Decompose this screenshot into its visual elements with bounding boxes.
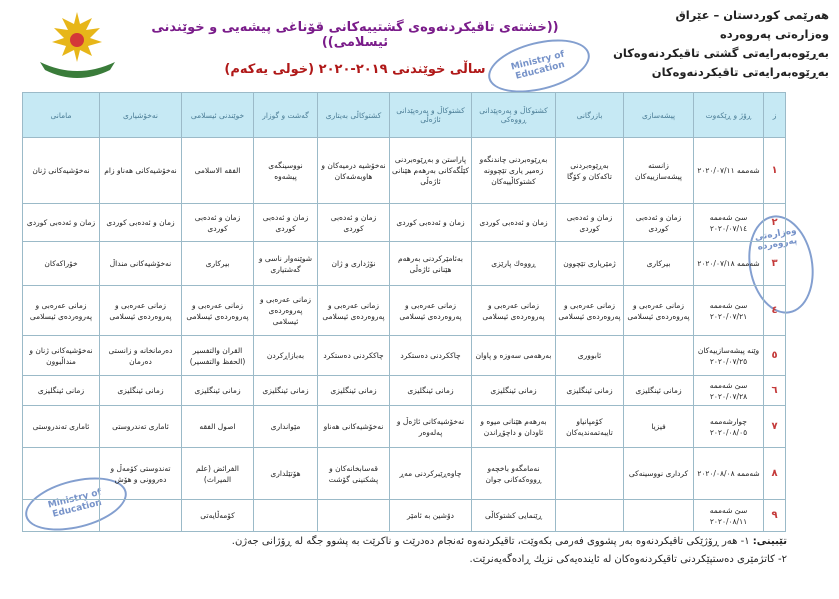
subject-cell: كۆمەڵایەتی	[182, 500, 254, 532]
subject-cell: فیزیا	[624, 406, 694, 448]
subject-cell: زمان و ئەدەبی كوردی	[182, 204, 254, 242]
column-header: بازرگانی	[556, 93, 624, 138]
table-row	[23, 406, 786, 448]
subject-cell: ڕێنمایی كشتوكاڵی	[472, 500, 556, 532]
row-number: ٣	[764, 242, 786, 286]
subject-cell: زمان و ئەدەبی كوردی	[100, 204, 182, 242]
subject-cell: چاككردنی دەستكرد	[390, 336, 472, 376]
table-row	[23, 204, 786, 242]
header-line: بەڕێوەبەرایەتی تاقیكردنەوەكان	[651, 65, 829, 79]
row-number: ٧	[764, 406, 786, 448]
subject-cell	[556, 448, 624, 500]
subject-cell: اصول الفقه	[182, 406, 254, 448]
subject-cell: زمانی عەرەبی و پەروەردەی ئیسلامی	[390, 286, 472, 336]
subject-cell: زمانی عەرەبی و پەروەردەی ئیسلامی	[556, 286, 624, 336]
table-row	[23, 336, 786, 376]
row-number: ٢	[764, 204, 786, 242]
column-header: ڕۆژ و ڕێكەوت	[694, 93, 764, 138]
page-title: ((خشتەی تاقیكردنەوەی گشتییەكانی قۆناغی پیشەیی و خوێندنی ئیسلامی))	[151, 20, 559, 50]
exam-date: سێ شەممە ٢٠٢٠/٠٧/٢٨	[694, 376, 764, 406]
stamp-text: Ministry of Education	[510, 49, 566, 82]
stamp-text: وەزارەتی پەروەردە	[754, 225, 799, 253]
notes-section	[12, 533, 787, 569]
subject-cell: الفرائض (علم المیراث)	[182, 448, 254, 500]
subject-cell: نەمامگەو باخچەو ڕووەكەكانی جوان	[472, 448, 556, 500]
subject-cell: ئاماری تەندروستی	[100, 406, 182, 448]
subject-cell: زمان و ئەدەبی كوردی	[556, 204, 624, 242]
subject-cell: چاككردنی دەستكرد	[318, 336, 390, 376]
subject-cell: بەئامێركردنی بەرهەم هێنانی ئاژەڵی	[390, 242, 472, 286]
subject-cell: زمانی ئینگلیزی	[390, 376, 472, 406]
exam-date: وێنە پیشەسازییەكان ٢٠٢٠/٠٧/٢٥	[694, 336, 764, 376]
subject-cell: تەندوستی كۆمەڵ و دەروونی و هۆش	[100, 448, 182, 500]
column-header: پیشەسازی	[624, 93, 694, 138]
subject-cell: هۆتێلداری	[254, 448, 318, 500]
subject-cell: ئابووری	[556, 336, 624, 376]
subject-cell	[556, 500, 624, 532]
subject-cell: دەرمانخانە و زانستی دەرمان	[100, 336, 182, 376]
subject-cell	[624, 336, 694, 376]
subject-cell: زمانی عەرەبی و پەروەردەی ئیسلامی	[624, 286, 694, 336]
table-row	[23, 448, 786, 500]
subject-cell: دۆشین بە ئامێر	[390, 500, 472, 532]
subject-cell: نەخۆشیەكانی هەناو	[318, 406, 390, 448]
subject-cell: القران والتفسیر (الحفظ والتفسیر)	[182, 336, 254, 376]
subject-cell: خۆراكەكان	[23, 242, 100, 286]
subject-cell: زمانی عەرەبی و پەروەردەی ئیسلامی	[254, 286, 318, 336]
subject-cell: بەڕێوەبردنی تاكەكان و كۆگا	[556, 138, 624, 204]
subject-cell: نەخۆشیەكانی ژنان و منداڵبوون	[23, 336, 100, 376]
subject-cell	[23, 448, 100, 500]
subject-cell: پاراستن و بەڕێوەبردنی كێڵگەكانی بەرهەم هێنانی ئاژەڵی	[390, 138, 472, 204]
subject-cell: زمانی عەرەبی و پەروەردەی ئیسلامی	[182, 286, 254, 336]
subject-cell: مێوانداری	[254, 406, 318, 448]
page-subtitle: ساڵی خوێندنی ٢٠١٩-٢٠٢٠ (خولی یەكەم)	[224, 62, 486, 77]
subject-cell: زمان و ئەدەبی كوردی	[624, 204, 694, 242]
subject-cell: نۆژداری و ژان	[318, 242, 390, 286]
note-line	[12, 533, 787, 551]
stamp-text: Ministry of Education	[47, 487, 103, 520]
subject-cell: ژمێریاری تێچوون	[556, 242, 624, 286]
subject-cell: زمانی عەرەبی و پەروەردەی ئیسلامی	[23, 286, 100, 336]
exam-schedule-table	[22, 92, 786, 532]
kurdistan-emblem-logo	[30, 6, 125, 78]
subject-cell: زمان و ئەدەبی كوردی	[472, 204, 556, 242]
subject-cell: قەسابخانەكان و پشكنینی گۆشت	[318, 448, 390, 500]
row-number: ٤	[764, 286, 786, 336]
table-row	[23, 376, 786, 406]
subject-cell: چاوەڕێبركردنی مەڕ	[390, 448, 472, 500]
subject-cell: بەرهەم هێنانی میوە و ئاودان و داچۆڕاندن	[472, 406, 556, 448]
row-number: ٩	[764, 500, 786, 532]
subject-cell: زمانی ئینگلیزی	[472, 376, 556, 406]
subject-cell	[318, 500, 390, 532]
column-header: كشتوكاڵی بەیتاری	[318, 93, 390, 138]
subject-cell	[624, 500, 694, 532]
row-number: ١	[764, 138, 786, 204]
row-number: ٦	[764, 376, 786, 406]
subject-cell: بیركاری	[624, 242, 694, 286]
subject-cell: ئاماری تەندروستی	[23, 406, 100, 448]
subject-cell: زمانی ئینگلیزی	[100, 376, 182, 406]
table-header-row	[23, 93, 786, 138]
exam-date: شەممە ٢٠٢٠/٠٧/١١	[694, 138, 764, 204]
note-text: ١- هەر ڕۆژێكی تاقیكردنەوە بەر پشووی فەرمی بكەوێت، تاقیكردنەوە ئەنجام دەدرێت و ناكرێت بە پشوو جگە لە ڕۆژانی جەژن.	[231, 536, 750, 547]
table-row	[23, 138, 786, 204]
subject-cell: زمان و ئەدەبی كوردی	[23, 204, 100, 242]
subject-cell: كرداری نووسینەكی	[624, 448, 694, 500]
exam-date: چوارشەممە ٢٠٢٠/٠٨/٠٥	[694, 406, 764, 448]
subject-cell: نەخۆشیە درمیەكان و هاوبەشەكان	[318, 138, 390, 204]
subject-cell	[23, 500, 100, 532]
row-number: ٨	[764, 448, 786, 500]
subject-cell: زمانی ئینگلیزی	[23, 376, 100, 406]
subject-cell: زمانی ئینگلیزی	[624, 376, 694, 406]
subject-cell: بەرهەمی سەوزە و پاوان	[472, 336, 556, 376]
column-header: ز	[764, 93, 786, 138]
column-header: كشتوكاڵ و پەرەپێدانی ئاژەڵی	[390, 93, 472, 138]
subject-cell: بەڕێوەبردنی چاندنگەو زەمیر یاری تێچوونە كشتوكاڵییەكان	[472, 138, 556, 204]
note-line	[12, 551, 787, 569]
subject-cell: زمانی ئینگلیزی	[318, 376, 390, 406]
subject-cell: كۆمپانیاو تایبەتمەندیەكان	[556, 406, 624, 448]
exam-date: سێ شەممە ٢٠٢٠/٠٨/١١	[694, 500, 764, 532]
column-header: نەخۆشیاری	[100, 93, 182, 138]
exam-date: شەممە ٢٠٢٠/٠٨/٠٨	[694, 448, 764, 500]
subject-cell: زمان و ئەدەبی كوردی	[254, 204, 318, 242]
subject-cell: ڕووەك پارێزی	[472, 242, 556, 286]
notes-label: تێبینی:	[752, 536, 787, 547]
subject-cell: زمانی عەرەبی و پەروەردەی ئیسلامی	[318, 286, 390, 336]
subject-cell: بەبازاڕكردن	[254, 336, 318, 376]
column-header: خوێندنی ئیسلامی	[182, 93, 254, 138]
exam-date: شەممە ٢٠٢٠/٠٧/١٨	[694, 242, 764, 286]
subject-cell	[254, 500, 318, 532]
subject-cell: زمانی ئینگلیزی	[182, 376, 254, 406]
subject-cell: زمانی عەرەبی و پەروەردەی ئیسلامی	[472, 286, 556, 336]
subject-cell: نووسینگەی پیشەوە	[254, 138, 318, 204]
table-row	[23, 500, 786, 532]
exam-date: سێ شەممە ٢٠٢٠/٠٧/١٤	[694, 204, 764, 242]
subject-cell: شوێنەوار ناسی و گەشتیاری	[254, 242, 318, 286]
header-line: وەزارەتی پەروەردە	[719, 27, 829, 41]
table-body	[23, 138, 786, 532]
row-number: ٥	[764, 336, 786, 376]
subject-cell: زمانی عەرەبی و پەروەردەی ئیسلامی	[100, 286, 182, 336]
subject-cell: زمان و ئەدەبی كوردی	[318, 204, 390, 242]
subject-cell: زمانی ئینگلیزی	[254, 376, 318, 406]
column-header: كشتوكاڵ و پەرەپێدانی ڕووەكی	[472, 93, 556, 138]
subject-cell: نەخۆشیەكانی هەناو زام	[100, 138, 182, 204]
subject-cell: الفقه الاسلامی	[182, 138, 254, 204]
table-row	[23, 286, 786, 336]
subject-cell: زمانی ئینگلیزی	[556, 376, 624, 406]
subject-cell: نەخۆشیەكانی ئاژەڵ و پەلەوەر	[390, 406, 472, 448]
subject-cell: زمان و ئەدەبی كوردی	[390, 204, 472, 242]
header-line: بەڕێوەبەرایەتی گشتی تاقیكردنەوەكان	[613, 46, 829, 60]
header-line: هەرێمی كوردستان – عێراق	[675, 8, 829, 22]
table-row	[23, 242, 786, 286]
subject-cell: زانستە پیشەسازییەكان	[624, 138, 694, 204]
subject-cell	[100, 500, 182, 532]
ministry-header	[613, 6, 829, 82]
column-header: مامانی	[23, 93, 100, 138]
subject-cell: بیركاری	[182, 242, 254, 286]
subject-cell: نەخۆشیەكانی منداڵ	[100, 242, 182, 286]
exam-date: سێ شەممە ٢٠٢٠/٠٧/٢١	[694, 286, 764, 336]
subject-cell: نەخۆشیەكانی ژنان	[23, 138, 100, 204]
column-header: گەشت و گوزار	[254, 93, 318, 138]
note-text: ٢- كاتژمێری دەستپێكردنی تاقیكردنەوەكان لە ئایندەیەكی نزیك ڕادەگەیەنرێت.	[469, 554, 787, 565]
